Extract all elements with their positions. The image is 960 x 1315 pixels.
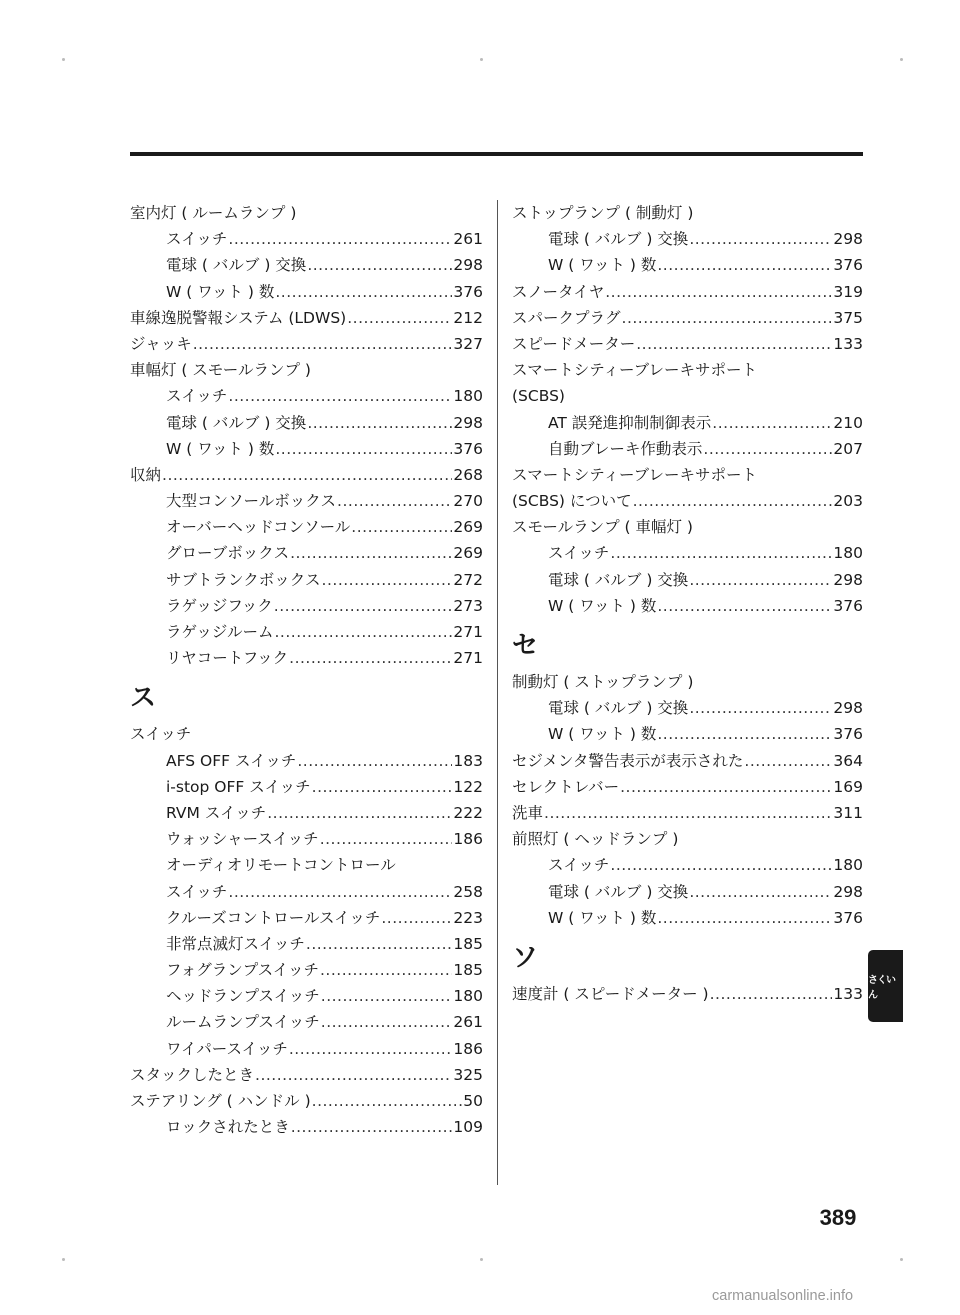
index-entry[interactable] [130, 488, 483, 514]
leader-dots [689, 567, 832, 593]
index-entry-page: 269 [453, 518, 483, 537]
index-entry[interactable] [512, 410, 863, 436]
index-entry-text: セレクトレバー [512, 777, 620, 796]
side-tab-label: さくいん [868, 975, 895, 1001]
index-entry-text: 電球 ( バルブ ) 交換 [166, 413, 307, 432]
column-divider [497, 200, 498, 1185]
leader-dots [544, 800, 832, 826]
index-entry[interactable] [130, 567, 483, 593]
leader-dots [689, 226, 832, 252]
index-entry-text: オーバーヘッドコンソール [166, 518, 351, 537]
index-entry[interactable] [130, 436, 483, 462]
index-entry-text: 洗車 [512, 803, 544, 822]
leader-dots [289, 645, 452, 671]
index-entry-text: W ( ワット ) 数 [548, 908, 657, 927]
index-entry-page: 223 [453, 908, 483, 927]
index-entry-page: 207 [833, 439, 863, 458]
index-entry[interactable] [130, 619, 483, 645]
index-entry-text: 電球 ( バルブ ) 交換 [548, 699, 689, 718]
index-entry-text: スマートシティーブレーキサポート [512, 361, 758, 380]
leader-dots [306, 931, 453, 957]
index-entry-text: W ( ワット ) 数 [166, 439, 275, 458]
index-entry[interactable] [130, 879, 483, 905]
index-entry-page: 272 [453, 570, 483, 589]
leader-dots [291, 1114, 453, 1140]
index-entry[interactable] [130, 200, 483, 226]
leader-dots [710, 981, 833, 1007]
leader-dots [657, 593, 832, 619]
index-entry[interactable] [130, 905, 483, 931]
index-entry-page: 298 [833, 570, 863, 589]
leader-dots [633, 488, 833, 514]
index-entry-text: ストップランプ ( 制動灯 ) [512, 204, 694, 222]
leader-dots [712, 410, 832, 436]
index-entry[interactable] [512, 200, 863, 226]
index-entry-text: AT 誤発進抑制制御表示 [548, 413, 712, 432]
index-entry-page: 133 [833, 984, 863, 1003]
index-entry-page: 376 [453, 282, 483, 301]
leader-dots [703, 436, 832, 462]
crop-mark [900, 1258, 903, 1261]
index-entry-page: 186 [453, 830, 483, 849]
index-entry-text: オーディオリモートコントロール [166, 856, 396, 875]
crop-mark [62, 58, 65, 61]
index-entry-page: 180 [833, 544, 863, 563]
index-entry-text: ラゲッジフック [166, 596, 273, 615]
index-entry-text: 前照灯 ( ヘッドランプ ) [512, 830, 679, 849]
index-entry-text: セジメンタ警告表示が表示された [512, 751, 744, 770]
leader-dots [228, 879, 452, 905]
leader-dots [312, 774, 453, 800]
index-section-heading: セ [512, 631, 539, 661]
index-entry-text: 車幅灯 ( スモールランプ ) [130, 361, 311, 380]
index-entry[interactable] [130, 800, 483, 826]
index-entry[interactable] [130, 748, 483, 774]
index-entry[interactable] [130, 721, 483, 747]
index-entry-text: W ( ワット ) 数 [548, 256, 657, 275]
leader-dots [620, 774, 832, 800]
index-entry-text: 速度計 ( スピードメーター ) [512, 984, 709, 1003]
index-entry-page: 122 [453, 777, 483, 796]
index-entry[interactable] [512, 669, 863, 695]
index-entry-text: 自動ブレーキ作動表示 [548, 439, 703, 458]
index-entry[interactable] [512, 488, 863, 514]
index-side-tab[interactable] [868, 950, 903, 1022]
index-entry[interactable] [512, 748, 863, 774]
index-entry-text: ステアリング ( ハンドル ) [130, 1092, 311, 1110]
index-entry[interactable] [130, 514, 483, 540]
index-entry[interactable] [130, 931, 483, 957]
crop-mark [900, 58, 903, 61]
crop-mark [480, 1258, 483, 1261]
index-entry-page: 180 [833, 856, 863, 875]
index-entry[interactable] [512, 905, 863, 931]
index-entry[interactable] [512, 462, 863, 488]
index-entry[interactable] [130, 331, 483, 357]
leader-dots [312, 1088, 463, 1114]
index-entry-page: 169 [833, 777, 863, 796]
index-entry[interactable] [130, 1088, 483, 1114]
index-entry-text: ジャッキ [130, 334, 192, 353]
index-entry-text: 車線逸脱警報システム (LDWS) [130, 308, 347, 327]
index-entry[interactable] [512, 721, 863, 747]
index-entry[interactable] [512, 593, 863, 619]
index-entry-page: 376 [833, 908, 863, 927]
index-entry-page: 180 [453, 987, 483, 1006]
index-entry-page: 298 [833, 882, 863, 901]
top-rule [130, 152, 863, 156]
index-entry-page: 203 [833, 492, 863, 511]
index-entry-text: 大型コンソールボックス [166, 492, 337, 511]
leader-dots [267, 800, 452, 826]
leader-dots [255, 1062, 452, 1088]
index-entry[interactable] [130, 226, 483, 252]
index-entry-page: 269 [453, 544, 483, 563]
index-entry-page: 325 [453, 1065, 483, 1084]
index-entry[interactable] [130, 957, 483, 983]
index-entry[interactable] [130, 1036, 483, 1062]
index-entry[interactable] [130, 305, 483, 331]
index-entry[interactable] [130, 774, 483, 800]
leader-dots [307, 252, 452, 278]
leader-dots [322, 567, 453, 593]
index-entry-text: スイッチ [130, 725, 192, 744]
leader-dots [275, 436, 452, 462]
index-column-right [512, 200, 863, 1007]
leader-dots [657, 252, 832, 278]
index-entry-text: ラゲッジルーム [166, 623, 274, 641]
index-entry-text: 電球 ( バルブ ) 交換 [548, 882, 689, 901]
index-entry[interactable] [512, 331, 863, 357]
index-entry-text: スパークプラグ [512, 308, 621, 327]
leader-dots [605, 279, 832, 305]
index-entry-text: スモールランプ ( 車幅灯 ) [512, 518, 693, 537]
index-entry-text: W ( ワット ) 数 [548, 596, 657, 615]
index-entry-page: 109 [453, 1118, 483, 1137]
leader-dots [636, 331, 832, 357]
index-entry[interactable] [512, 279, 863, 305]
index-entry[interactable] [512, 540, 863, 566]
index-entry-text: ヘッドランプスイッチ [166, 987, 320, 1006]
index-entry-text: 電球 ( バルブ ) 交換 [548, 230, 689, 249]
index-entry-page: 261 [453, 1013, 483, 1032]
index-entry-text: スイッチ [166, 230, 228, 249]
leader-dots [290, 540, 452, 566]
index-entry-page: 186 [453, 1039, 483, 1058]
index-entry[interactable] [130, 593, 483, 619]
index-entry-text: スノータイヤ [512, 282, 605, 301]
index-entry-text: ワイパースイッチ [166, 1039, 288, 1058]
index-entry[interactable] [512, 695, 863, 721]
index-entry-page: 298 [453, 413, 483, 432]
index-entry-page: 298 [833, 230, 863, 249]
index-entry[interactable] [130, 383, 483, 409]
index-entry-text: スピードメーター [512, 334, 636, 353]
index-entry[interactable] [130, 826, 483, 852]
index-entry-page: 319 [833, 282, 863, 301]
index-section-heading: ス [130, 683, 157, 714]
index-entry-page: 298 [833, 699, 863, 718]
index-entry-page: 212 [453, 308, 483, 327]
index-entry-page: 185 [453, 961, 483, 980]
index-entry-text: スイッチ [548, 856, 610, 875]
index-entry-page: 376 [833, 256, 863, 275]
index-entry-text: スマートシティーブレーキサポート [512, 465, 758, 484]
index-entry-text: 制動灯 ( ストップランプ ) [512, 673, 694, 691]
index-entry-text: RVM スイッチ [166, 803, 267, 822]
crop-mark [480, 58, 483, 61]
index-entry-page: 270 [453, 492, 483, 511]
index-entry-text: AFS OFF スイッチ [166, 751, 297, 770]
index-entry[interactable] [130, 279, 483, 305]
leader-dots [381, 905, 452, 931]
index-entry[interactable] [512, 567, 863, 593]
leader-dots [689, 879, 832, 905]
index-entry[interactable] [512, 852, 863, 878]
leader-dots [193, 331, 453, 357]
index-entry-text: i-stop OFF スイッチ [166, 777, 311, 796]
index-entry[interactable] [130, 252, 483, 278]
index-entry[interactable] [512, 383, 863, 409]
index-entry-text: スイッチ [166, 387, 228, 406]
index-entry-text: フォグランプスイッチ [166, 961, 319, 980]
index-column-left [130, 200, 483, 1140]
leader-dots [744, 748, 832, 774]
index-entry[interactable] [130, 1114, 483, 1140]
leader-dots [610, 540, 832, 566]
index-entry-text: (SCBS) について [512, 492, 632, 511]
index-entry[interactable] [130, 983, 483, 1009]
index-entry-text: サブトランクボックス [166, 570, 321, 589]
index-entry[interactable] [130, 1062, 483, 1088]
index-section-heading: ソ [512, 942, 539, 973]
leader-dots [657, 721, 832, 747]
page-number: 389 [819, 1205, 857, 1230]
index-entry-text: 電球 ( バルブ ) 交換 [548, 570, 689, 589]
index-entry[interactable] [512, 514, 863, 540]
index-entry-text: W ( ワット ) 数 [166, 282, 275, 301]
index-entry[interactable] [130, 540, 483, 566]
index-entry[interactable] [512, 305, 863, 331]
index-entry[interactable] [512, 826, 863, 852]
index-entry-page: 258 [453, 882, 483, 901]
leader-dots [162, 462, 452, 488]
leader-dots [275, 279, 452, 305]
index-entry[interactable] [130, 410, 483, 436]
index-entry[interactable] [130, 462, 483, 488]
leader-dots [274, 593, 453, 619]
leader-dots [610, 852, 832, 878]
leader-dots [289, 1036, 453, 1062]
index-entry-page: 311 [833, 803, 863, 822]
index-entry-text: ルームランプスイッチ [166, 1013, 320, 1032]
index-entry-page: 133 [833, 334, 863, 353]
leader-dots [307, 410, 452, 436]
index-entry-text: 収納 [130, 465, 162, 484]
index-entry-page: 268 [453, 465, 483, 484]
index-entry-page: 376 [833, 725, 863, 744]
index-entry-text: W ( ワット ) 数 [548, 725, 657, 744]
index-entry-page: 261 [453, 230, 483, 249]
index-entry[interactable] [512, 252, 863, 278]
leader-dots [337, 488, 452, 514]
index-entry[interactable] [512, 436, 863, 462]
crop-mark [62, 1258, 65, 1261]
index-entry-page: 271 [453, 623, 483, 641]
leader-dots [320, 826, 453, 852]
leader-dots [347, 305, 452, 331]
index-entry-page: 376 [453, 439, 483, 458]
index-entry[interactable] [512, 981, 863, 1007]
leader-dots [228, 383, 452, 409]
index-entry[interactable] [130, 1009, 483, 1035]
leader-dots [320, 957, 452, 983]
leader-dots [321, 1009, 453, 1035]
leader-dots [321, 983, 453, 1009]
index-entry-text: スイッチ [166, 882, 228, 901]
index-entry[interactable] [512, 879, 863, 905]
watermark: carmanualsonline.info [712, 1288, 854, 1304]
index-entry-page: 180 [453, 387, 483, 406]
index-entry-text: 電球 ( バルブ ) 交換 [166, 256, 307, 275]
index-entry-text: スタックしたとき [130, 1065, 255, 1084]
index-entry-text: リヤコートフック [166, 649, 289, 668]
index-entry-page: 327 [453, 334, 483, 353]
leader-dots [228, 226, 452, 252]
leader-dots [275, 619, 453, 645]
leader-dots [351, 514, 452, 540]
leader-dots [622, 305, 833, 331]
index-entry-text: 非常点滅灯スイッチ [166, 934, 305, 953]
index-entry-text: ウォッシャースイッチ [166, 830, 319, 849]
index-entry-text: グローブボックス [166, 544, 290, 563]
index-entry-text: ロックされたとき [166, 1118, 290, 1137]
index-entry-text: (SCBS) [512, 387, 565, 406]
index-entry-page: 298 [453, 256, 483, 275]
index-entry-page: 364 [833, 751, 863, 770]
index-entry[interactable] [512, 800, 863, 826]
index-entry-page: 210 [833, 413, 863, 432]
index-entry[interactable] [512, 774, 863, 800]
index-entry-page: 273 [453, 596, 483, 615]
index-entry-page: 376 [833, 596, 863, 615]
index-entry[interactable] [130, 852, 483, 878]
index-entry-text: スイッチ [548, 544, 610, 563]
index-entry[interactable] [512, 357, 863, 383]
index-entry-text: クルーズコントロールスイッチ [166, 908, 381, 927]
index-entry-page: 50 [463, 1092, 483, 1110]
index-entry[interactable] [130, 645, 483, 671]
leader-dots [297, 748, 452, 774]
index-entry-page: 183 [453, 751, 483, 770]
index-entry-text: 室内灯 ( ルームランプ ) [130, 204, 297, 222]
index-entry-page: 222 [453, 803, 483, 822]
leader-dots [689, 695, 832, 721]
index-entry-page: 375 [833, 308, 863, 327]
index-entry[interactable] [130, 357, 483, 383]
leader-dots [657, 905, 832, 931]
index-entry[interactable] [512, 226, 863, 252]
index-entry-page: 271 [453, 649, 483, 668]
index-entry-page: 185 [453, 934, 483, 953]
